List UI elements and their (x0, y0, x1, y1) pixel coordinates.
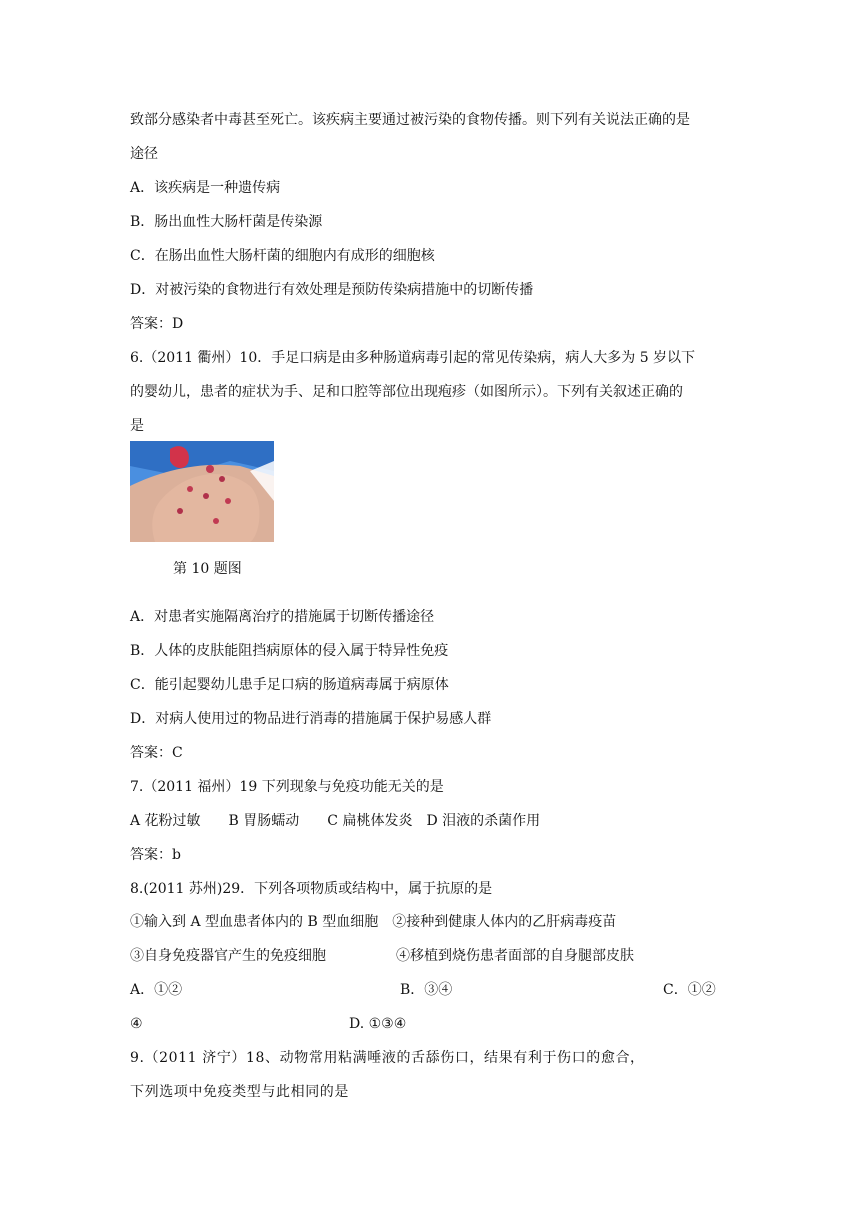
option-d: D．对被污染的食物进行有效处理是预防传染病措施中的切断传播 (130, 282, 534, 298)
figure-caption: 第 10 题图 (173, 561, 242, 577)
question-7-options: A 花粉过敏 B 胃肠蠕动 C 扁桃体发炎 D 泪液的杀菌作用 (130, 813, 541, 829)
q8-option-b: B．③④ (400, 982, 453, 998)
text-line: 途径 (130, 146, 158, 162)
text-line: 致部分感染者中毒甚至死亡。该疾病主要通过被污染的食物传播。则下列有关说法正确的是 (130, 112, 690, 128)
question-8-item: ③自身免疫器官产生的免疫细胞 ④移植到烧伤患者面部的自身腿部皮肤 (130, 948, 634, 964)
question-6-line: 6.（2011 衢州）10．手足口病是由多种肠道病毒引起的常见传染病，病人大多为 5 岁以下 (130, 350, 696, 366)
hand-rash-photo (130, 441, 274, 542)
answer-line: 答案：C (130, 745, 183, 761)
option-a: A．对患者实施隔离治疗的措施属于切断传播途径 (130, 609, 435, 625)
question-8-line: 8.(2011 苏州)29．下列各项物质或结构中，属于抗原的是 (130, 881, 493, 897)
q8-option-c: C．①② (663, 982, 716, 998)
option-b: B．人体的皮肤能阻挡病原体的侵入属于特异性免疫 (130, 643, 449, 659)
option-a: A．该疾病是一种遗传病 (130, 180, 281, 196)
q8-option-a: A．①② (130, 982, 183, 998)
question-9-line: 下列选项中免疫类型与此相同的是 (130, 1084, 349, 1100)
question-6-line: 是 (130, 418, 144, 434)
question-6-line: 的婴幼儿，患者的症状为手、足和口腔等部位出现疱疹（如图所示）。下列有关叙述正确的 (130, 384, 683, 400)
q8-option-c-continued: ④ (130, 1016, 143, 1032)
option-c: C．在肠出血性大肠杆菌的细胞内有成形的细胞核 (130, 248, 435, 264)
question-7-line: 7.（2011 福州）19 下列现象与免疫功能无关的是 (130, 779, 444, 795)
question-8-item: ①输入到 A 型血患者体内的 B 型血细胞 ②接种到健康人体内的乙肝病毒疫苗 (130, 914, 617, 930)
option-c: C．能引起婴幼儿患手足口病的肠道病毒属于病原体 (130, 677, 449, 693)
answer-line: 答案：D (130, 316, 184, 332)
option-d: D．对病人使用过的物品进行消毒的措施属于保护易感人群 (130, 711, 492, 727)
answer-line: 答案：b (130, 847, 181, 863)
option-b: B．肠出血性大肠杆菌是传染源 (130, 214, 323, 230)
question-9-line: 9.（2011 济宁）18、动物常用粘满唾液的舌舔伤口，结果有利于伤口的愈合， (130, 1050, 645, 1066)
q8-option-d: D. ①③④ (349, 1016, 407, 1032)
